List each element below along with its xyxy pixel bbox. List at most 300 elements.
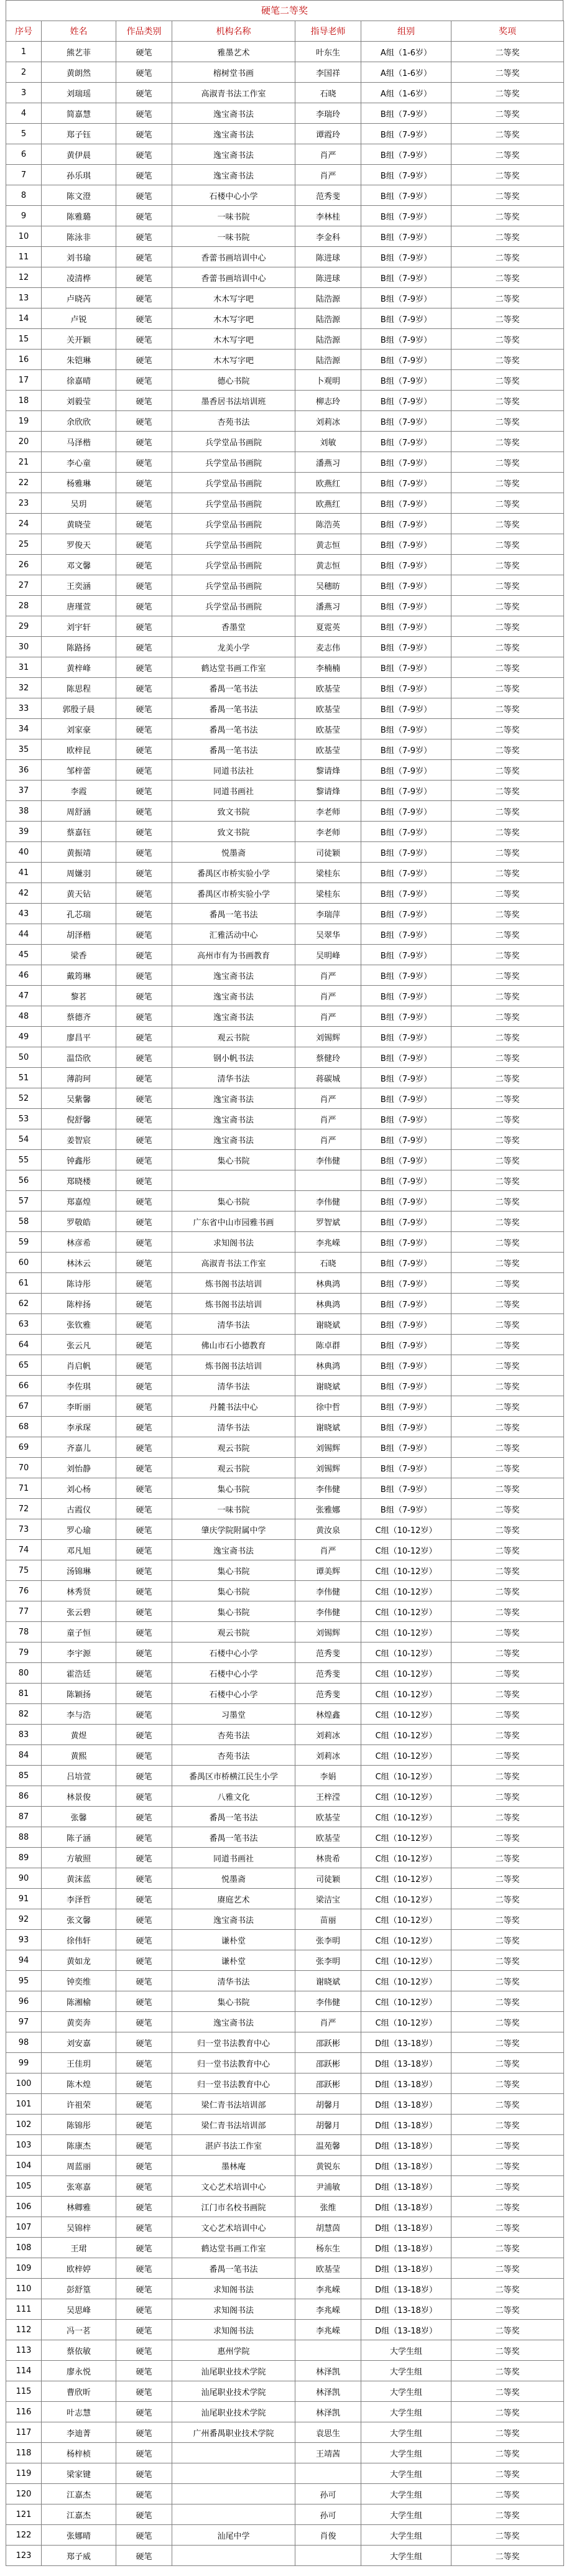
cell-teacher: 范秀斐 — [295, 1642, 361, 1663]
cell-group: B组（7-9岁） — [361, 473, 451, 493]
cell-category: 硬笔 — [116, 2094, 172, 2115]
cell-name: 简嘉慧 — [42, 103, 116, 124]
table-row — [6, 1458, 564, 1478]
cell-name: 卢锐 — [42, 308, 116, 329]
cell-teacher: 孙可 — [295, 2504, 361, 2525]
cell-award: 二等奖 — [451, 616, 564, 637]
cell-name: 黄朗然 — [42, 62, 116, 83]
cell-teacher: 黎请烽 — [295, 760, 361, 781]
cell-group: C组（10-12岁） — [361, 1827, 451, 1848]
table-row — [6, 616, 564, 637]
cell-group: B组（7-9岁） — [361, 432, 451, 452]
cell-organization: 木木写字吧 — [172, 350, 295, 370]
cell-group: B组（7-9岁） — [361, 965, 451, 986]
cell-organization: 番禺一笔书法 — [172, 1807, 295, 1827]
cell-category: 硬笔 — [116, 883, 172, 904]
cell-category: 硬笔 — [116, 2156, 172, 2176]
table-row — [6, 1417, 564, 1437]
cell-group: D组（13-18岁） — [361, 2238, 451, 2258]
cell-number: 83 — [6, 1725, 42, 1745]
cell-award: 二等奖 — [451, 739, 564, 760]
cell-teacher: 麦志伟 — [295, 637, 361, 657]
cell-number: 106 — [6, 2197, 42, 2217]
cell-award: 二等奖 — [451, 945, 564, 965]
cell-organization: 逸宝斋书法 — [172, 144, 295, 165]
cell-organization: 汕尾职业技术学院 — [172, 2402, 295, 2422]
table-row — [6, 165, 564, 185]
cell-teacher: 欧基莹 — [295, 1807, 361, 1827]
cell-number: 68 — [6, 1417, 42, 1437]
cell-organization: 江门市名校书画院 — [172, 2197, 295, 2217]
cell-category: 硬笔 — [116, 2340, 172, 2361]
cell-group: B组（7-9岁） — [361, 637, 451, 657]
cell-organization: 番禺一笔书法 — [172, 2258, 295, 2279]
cell-number: 122 — [6, 2525, 42, 2546]
cell-teacher — [295, 2546, 361, 2566]
cell-teacher: 潘燕习 — [295, 452, 361, 473]
cell-name: 梁香 — [42, 945, 116, 965]
table-row — [6, 863, 564, 883]
cell-organization: 墨香居书法培训班 — [172, 391, 295, 411]
cell-organization: 悦墨斋 — [172, 1868, 295, 1889]
table-row — [6, 1745, 564, 1766]
cell-award: 二等奖 — [451, 350, 564, 370]
cell-group: B组（7-9岁） — [361, 1335, 451, 1355]
cell-name: 陈诗彤 — [42, 1273, 116, 1294]
cell-group: C组（10-12岁） — [361, 1786, 451, 1807]
cell-teacher: 杨东生 — [295, 2238, 361, 2258]
cell-award: 二等奖 — [451, 2463, 564, 2484]
cell-group: B组（7-9岁） — [361, 1212, 451, 1232]
cell-category: 硬笔 — [116, 1786, 172, 1807]
cell-teacher — [295, 2463, 361, 2484]
cell-award: 二等奖 — [451, 1868, 564, 1889]
cell-name: 李宇源 — [42, 1642, 116, 1663]
cell-category: 硬笔 — [116, 2525, 172, 2546]
cell-category: 硬笔 — [116, 1170, 172, 1191]
cell-category: 硬笔 — [116, 637, 172, 657]
cell-organization: 炼书阁书法培训 — [172, 1355, 295, 1376]
cell-organization: 广东省中山市园雅书画 — [172, 1212, 295, 1232]
cell-organization: 番禺一笔书法 — [172, 739, 295, 760]
cell-number: 81 — [6, 1684, 42, 1704]
table-row — [6, 1437, 564, 1458]
cell-category: 硬笔 — [116, 1417, 172, 1437]
cell-group: D组（13-18岁） — [361, 2258, 451, 2279]
cell-teacher: 石晓 — [295, 1253, 361, 1273]
cell-teacher: 肖严 — [295, 1109, 361, 1129]
cell-award: 二等奖 — [451, 1519, 564, 1540]
cell-teacher: 欧燕红 — [295, 493, 361, 514]
cell-group: B组（7-9岁） — [361, 1499, 451, 1519]
cell-organization: 逸宝斋书法 — [172, 2012, 295, 2032]
cell-number: 12 — [6, 267, 42, 288]
cell-number: 17 — [6, 370, 42, 391]
cell-number: 37 — [6, 781, 42, 801]
cell-category: 硬笔 — [116, 2135, 172, 2156]
cell-organization: 集心书院 — [172, 1560, 295, 1581]
cell-number: 65 — [6, 1355, 42, 1376]
cell-number: 23 — [6, 493, 42, 514]
cell-category: 硬笔 — [116, 247, 172, 267]
cell-award: 二等奖 — [451, 1006, 564, 1027]
cell-number: 111 — [6, 2299, 42, 2320]
cell-award: 二等奖 — [451, 1950, 564, 1971]
cell-organization: 高淑青书法工作室 — [172, 83, 295, 103]
table-row — [6, 452, 564, 473]
cell-organization: 兵学堂品书画院 — [172, 555, 295, 575]
cell-award: 二等奖 — [451, 2361, 564, 2381]
cell-group: C组（10-12岁） — [361, 1540, 451, 1560]
cell-number: 46 — [6, 965, 42, 986]
cell-category: 硬笔 — [116, 103, 172, 124]
cell-name: 郭殷子晨 — [42, 698, 116, 719]
cell-group: C组（10-12岁） — [361, 1930, 451, 1950]
table-row — [6, 986, 564, 1006]
cell-organization: 兵学堂品书画院 — [172, 514, 295, 534]
cell-organization: 逸宝斋书法 — [172, 1909, 295, 1930]
cell-group: B组（7-9岁） — [361, 555, 451, 575]
cell-teacher: 蒋碳城 — [295, 1068, 361, 1088]
cell-category: 硬笔 — [116, 1868, 172, 1889]
cell-group: B组（7-9岁） — [361, 801, 451, 822]
cell-name: 许祖荣 — [42, 2094, 116, 2115]
cell-award: 二等奖 — [451, 247, 564, 267]
cell-category: 硬笔 — [116, 1150, 172, 1170]
cell-number: 15 — [6, 329, 42, 350]
cell-organization: 习墨堂 — [172, 1704, 295, 1725]
cell-award: 二等奖 — [451, 1601, 564, 1622]
cell-number: 56 — [6, 1170, 42, 1191]
cell-category: 硬笔 — [116, 267, 172, 288]
cell-teacher: 张李明 — [295, 1930, 361, 1950]
cell-teacher: 谢晓斌 — [295, 1376, 361, 1396]
table-row — [6, 1950, 564, 1971]
cell-name: 黄熙 — [42, 1745, 116, 1766]
cell-teacher: 胡馨月 — [295, 2115, 361, 2135]
cell-name: 林沐云 — [42, 1253, 116, 1273]
cell-teacher: 李楠楠 — [295, 657, 361, 678]
cell-number: 116 — [6, 2402, 42, 2422]
cell-number: 113 — [6, 2340, 42, 2361]
cell-number: 67 — [6, 1396, 42, 1417]
cell-name: 李昕丽 — [42, 1396, 116, 1417]
cell-number: 40 — [6, 842, 42, 863]
cell-category: 硬笔 — [116, 1663, 172, 1684]
cell-group: D组（13-18岁） — [361, 2073, 451, 2094]
cell-teacher — [295, 1170, 361, 1191]
cell-award: 二等奖 — [451, 1335, 564, 1355]
cell-organization: 求知阁书法 — [172, 1232, 295, 1253]
cell-category: 硬笔 — [116, 842, 172, 863]
cell-award: 二等奖 — [451, 206, 564, 226]
cell-name: 古霞仪 — [42, 1499, 116, 1519]
cell-group: C组（10-12岁） — [361, 1581, 451, 1601]
cell-category: 硬笔 — [116, 739, 172, 760]
table-row — [6, 267, 564, 288]
cell-organization — [172, 2443, 295, 2463]
table-row — [6, 1868, 564, 1889]
cell-number: 58 — [6, 1212, 42, 1232]
table-row — [6, 2258, 564, 2279]
cell-group: B组（7-9岁） — [361, 1191, 451, 1212]
cell-number: 123 — [6, 2546, 42, 2566]
cell-name: 陈泳非 — [42, 226, 116, 247]
cell-organization: 归一堂书法教育中心 — [172, 2032, 295, 2053]
cell-organization: 一味书院 — [172, 226, 295, 247]
cell-number: 45 — [6, 945, 42, 965]
table-row — [6, 2402, 564, 2422]
cell-category: 硬笔 — [116, 1478, 172, 1499]
cell-organization: 逸宝斋书法 — [172, 103, 295, 124]
table-row — [6, 1807, 564, 1827]
cell-group: 大学生组 — [361, 2340, 451, 2361]
cell-award: 二等奖 — [451, 1273, 564, 1294]
cell-name: 邓文馨 — [42, 555, 116, 575]
cell-award: 二等奖 — [451, 575, 564, 596]
cell-teacher: 邵跃彬 — [295, 2053, 361, 2073]
cell-name: 刘心杨 — [42, 1478, 116, 1499]
cell-number: 77 — [6, 1601, 42, 1622]
cell-award: 二等奖 — [451, 2299, 564, 2320]
cell-number: 94 — [6, 1950, 42, 1971]
cell-organization: 番禺区市桥实验小学 — [172, 863, 295, 883]
cell-number: 119 — [6, 2463, 42, 2484]
cell-name: 齐嘉儿 — [42, 1437, 116, 1458]
cell-category: 硬笔 — [116, 329, 172, 350]
cell-group: 大学生组 — [361, 2443, 451, 2463]
cell-number: 24 — [6, 514, 42, 534]
cell-category: 硬笔 — [116, 965, 172, 986]
table-row — [6, 2094, 564, 2115]
cell-award: 二等奖 — [451, 473, 564, 493]
cell-teacher: 孙可 — [295, 2484, 361, 2504]
table-row — [6, 1560, 564, 1581]
cell-award: 二等奖 — [451, 1088, 564, 1109]
cell-name: 陈思程 — [42, 678, 116, 698]
header-teacher: 指导老师 — [295, 21, 361, 42]
cell-category: 硬笔 — [116, 185, 172, 206]
cell-organization: 逸宝斋书法 — [172, 124, 295, 144]
cell-category: 硬笔 — [116, 62, 172, 83]
cell-number: 4 — [6, 103, 42, 124]
cell-award: 二等奖 — [451, 2032, 564, 2053]
cell-award: 二等奖 — [451, 1129, 564, 1150]
cell-award: 二等奖 — [451, 2012, 564, 2032]
table-row — [6, 1684, 564, 1704]
cell-category: 硬笔 — [116, 452, 172, 473]
table-row — [6, 1519, 564, 1540]
cell-organization: 兵学堂品书画院 — [172, 575, 295, 596]
cell-number: 14 — [6, 308, 42, 329]
cell-award: 二等奖 — [451, 904, 564, 924]
cell-group: B组（7-9岁） — [361, 452, 451, 473]
cell-organization: 汇雅活动中心 — [172, 924, 295, 945]
cell-name: 肖启帆 — [42, 1355, 116, 1376]
sheet-title: 硬笔二等奖 — [6, 0, 563, 21]
cell-group: D组（13-18岁） — [361, 2320, 451, 2340]
award-sheet — [6, 0, 563, 2566]
cell-number: 101 — [6, 2094, 42, 2115]
cell-organization: 石楼中心小学 — [172, 185, 295, 206]
cell-category: 硬笔 — [116, 1047, 172, 1068]
cell-name: 熊艺菲 — [42, 42, 116, 62]
cell-group: C组（10-12岁） — [361, 1601, 451, 1622]
cell-category: 硬笔 — [116, 1581, 172, 1601]
cell-group: B组（7-9岁） — [361, 883, 451, 904]
cell-award: 二等奖 — [451, 883, 564, 904]
cell-number: 105 — [6, 2176, 42, 2197]
cell-award: 二等奖 — [451, 103, 564, 124]
cell-name: 李迪菁 — [42, 2422, 116, 2443]
cell-teacher: 罗智斌 — [295, 1212, 361, 1232]
cell-number: 72 — [6, 1499, 42, 1519]
cell-name: 霍浩廷 — [42, 1663, 116, 1684]
cell-group: 大学生组 — [361, 2484, 451, 2504]
table-row — [6, 1170, 564, 1191]
cell-award: 二等奖 — [451, 226, 564, 247]
table-row — [6, 2197, 564, 2217]
cell-category: 硬笔 — [116, 2073, 172, 2094]
table-row — [6, 1663, 564, 1684]
table-row — [6, 226, 564, 247]
table-row — [6, 2340, 564, 2361]
cell-organization: 同道书画社 — [172, 781, 295, 801]
cell-teacher: 夏霓英 — [295, 616, 361, 637]
cell-award: 二等奖 — [451, 965, 564, 986]
cell-category: 硬笔 — [116, 1725, 172, 1745]
cell-teacher: 黎请烽 — [295, 781, 361, 801]
cell-organization: 番禺一笔书法 — [172, 719, 295, 739]
cell-group: D组（13-18岁） — [361, 2115, 451, 2135]
cell-group: B组（7-9岁） — [361, 657, 451, 678]
cell-number: 71 — [6, 1478, 42, 1499]
cell-name: 吴紫馨 — [42, 1088, 116, 1109]
table-row — [6, 1006, 564, 1027]
cell-award: 二等奖 — [451, 986, 564, 1006]
table-row — [6, 2299, 564, 2320]
cell-teacher: 欧基莹 — [295, 698, 361, 719]
cell-category: 硬笔 — [116, 2053, 172, 2073]
table-row — [6, 432, 564, 452]
cell-organization: 木木写字吧 — [172, 329, 295, 350]
cell-organization: 归一堂书法教育中心 — [172, 2053, 295, 2073]
cell-organization: 石楼中心小学 — [172, 1663, 295, 1684]
cell-award: 二等奖 — [451, 2422, 564, 2443]
cell-teacher: 梁洁宝 — [295, 1889, 361, 1909]
cell-number: 34 — [6, 719, 42, 739]
cell-category: 硬笔 — [116, 1376, 172, 1396]
cell-award: 二等奖 — [451, 863, 564, 883]
cell-category: 硬笔 — [116, 2443, 172, 2463]
cell-category: 硬笔 — [116, 1006, 172, 1027]
cell-teacher: 王靖茜 — [295, 2443, 361, 2463]
table-row — [6, 596, 564, 616]
cell-organization: 鹤达堂书画工作室 — [172, 2238, 295, 2258]
cell-teacher: 肖严 — [295, 165, 361, 185]
cell-award: 二等奖 — [451, 1786, 564, 1807]
cell-award: 二等奖 — [451, 1889, 564, 1909]
cell-award: 二等奖 — [451, 1930, 564, 1950]
cell-award: 二等奖 — [451, 1294, 564, 1314]
cell-teacher: 陆浩源 — [295, 329, 361, 350]
cell-group: D组（13-18岁） — [361, 2279, 451, 2299]
cell-number: 38 — [6, 801, 42, 822]
cell-number: 2 — [6, 62, 42, 83]
cell-organization: 清华书法 — [172, 1971, 295, 1991]
cell-number: 52 — [6, 1088, 42, 1109]
cell-category: 硬笔 — [116, 1745, 172, 1766]
cell-teacher: 谢晓斌 — [295, 1417, 361, 1437]
cell-teacher: 李娟 — [295, 1766, 361, 1786]
table-row — [6, 1540, 564, 1560]
cell-organization: 兵学堂品书画院 — [172, 596, 295, 616]
cell-number: 49 — [6, 1027, 42, 1047]
cell-category: 硬笔 — [116, 1622, 172, 1642]
cell-name: 李与浩 — [42, 1704, 116, 1725]
cell-category: 硬笔 — [116, 719, 172, 739]
cell-organization: 肇庆学院附属中学 — [172, 1519, 295, 1540]
cell-teacher: 欧基莹 — [295, 719, 361, 739]
cell-category: 硬笔 — [116, 2197, 172, 2217]
cell-teacher: 邵跃彬 — [295, 2032, 361, 2053]
cell-teacher: 肖严 — [295, 1540, 361, 1560]
cell-award: 二等奖 — [451, 1971, 564, 1991]
cell-award: 二等奖 — [451, 657, 564, 678]
cell-organization: 汕尾职业技术学院 — [172, 2361, 295, 2381]
cell-organization: 木木写字吧 — [172, 308, 295, 329]
cell-award: 二等奖 — [451, 1663, 564, 1684]
cell-group: C组（10-12岁） — [361, 2012, 451, 2032]
cell-category: 硬笔 — [116, 1560, 172, 1581]
cell-number: 39 — [6, 822, 42, 842]
cell-organization: 高淑青书法工作室 — [172, 1253, 295, 1273]
cell-number: 78 — [6, 1622, 42, 1642]
cell-name: 林卿雅 — [42, 2197, 116, 2217]
cell-name: 方敏照 — [42, 1848, 116, 1868]
cell-teacher: 陈浩英 — [295, 514, 361, 534]
cell-group: C组（10-12岁） — [361, 1704, 451, 1725]
table-row — [6, 103, 564, 124]
cell-number: 31 — [6, 657, 42, 678]
cell-group: B组（7-9岁） — [361, 267, 451, 288]
cell-group: B组（7-9岁） — [361, 739, 451, 760]
cell-name: 黄奕奔 — [42, 2012, 116, 2032]
cell-category: 硬笔 — [116, 1909, 172, 1930]
cell-organization: 逸宝斋书法 — [172, 1540, 295, 1560]
cell-name: 刘毅莹 — [42, 391, 116, 411]
table-row — [6, 945, 564, 965]
table-row — [6, 637, 564, 657]
table-row — [6, 2484, 564, 2504]
cell-teacher: 刘锡辉 — [295, 1622, 361, 1642]
cell-organization: 清华书法 — [172, 1417, 295, 1437]
cell-organization: 文心艺术培训中心 — [172, 2217, 295, 2238]
cell-organization: 文心艺术培训中心 — [172, 2176, 295, 2197]
cell-teacher: 司徒颖 — [295, 1868, 361, 1889]
cell-number: 6 — [6, 144, 42, 165]
cell-category: 硬笔 — [116, 1068, 172, 1088]
header-name: 姓名 — [42, 21, 116, 42]
cell-name: 罗敬皓 — [42, 1212, 116, 1232]
cell-category: 硬笔 — [116, 1294, 172, 1314]
cell-group: 大学生组 — [361, 2381, 451, 2402]
table-row — [6, 1335, 564, 1355]
cell-teacher: 范秀斐 — [295, 185, 361, 206]
cell-group: B组（7-9岁） — [361, 678, 451, 698]
cell-number: 118 — [6, 2443, 42, 2463]
cell-group: B组（7-9岁） — [361, 616, 451, 637]
